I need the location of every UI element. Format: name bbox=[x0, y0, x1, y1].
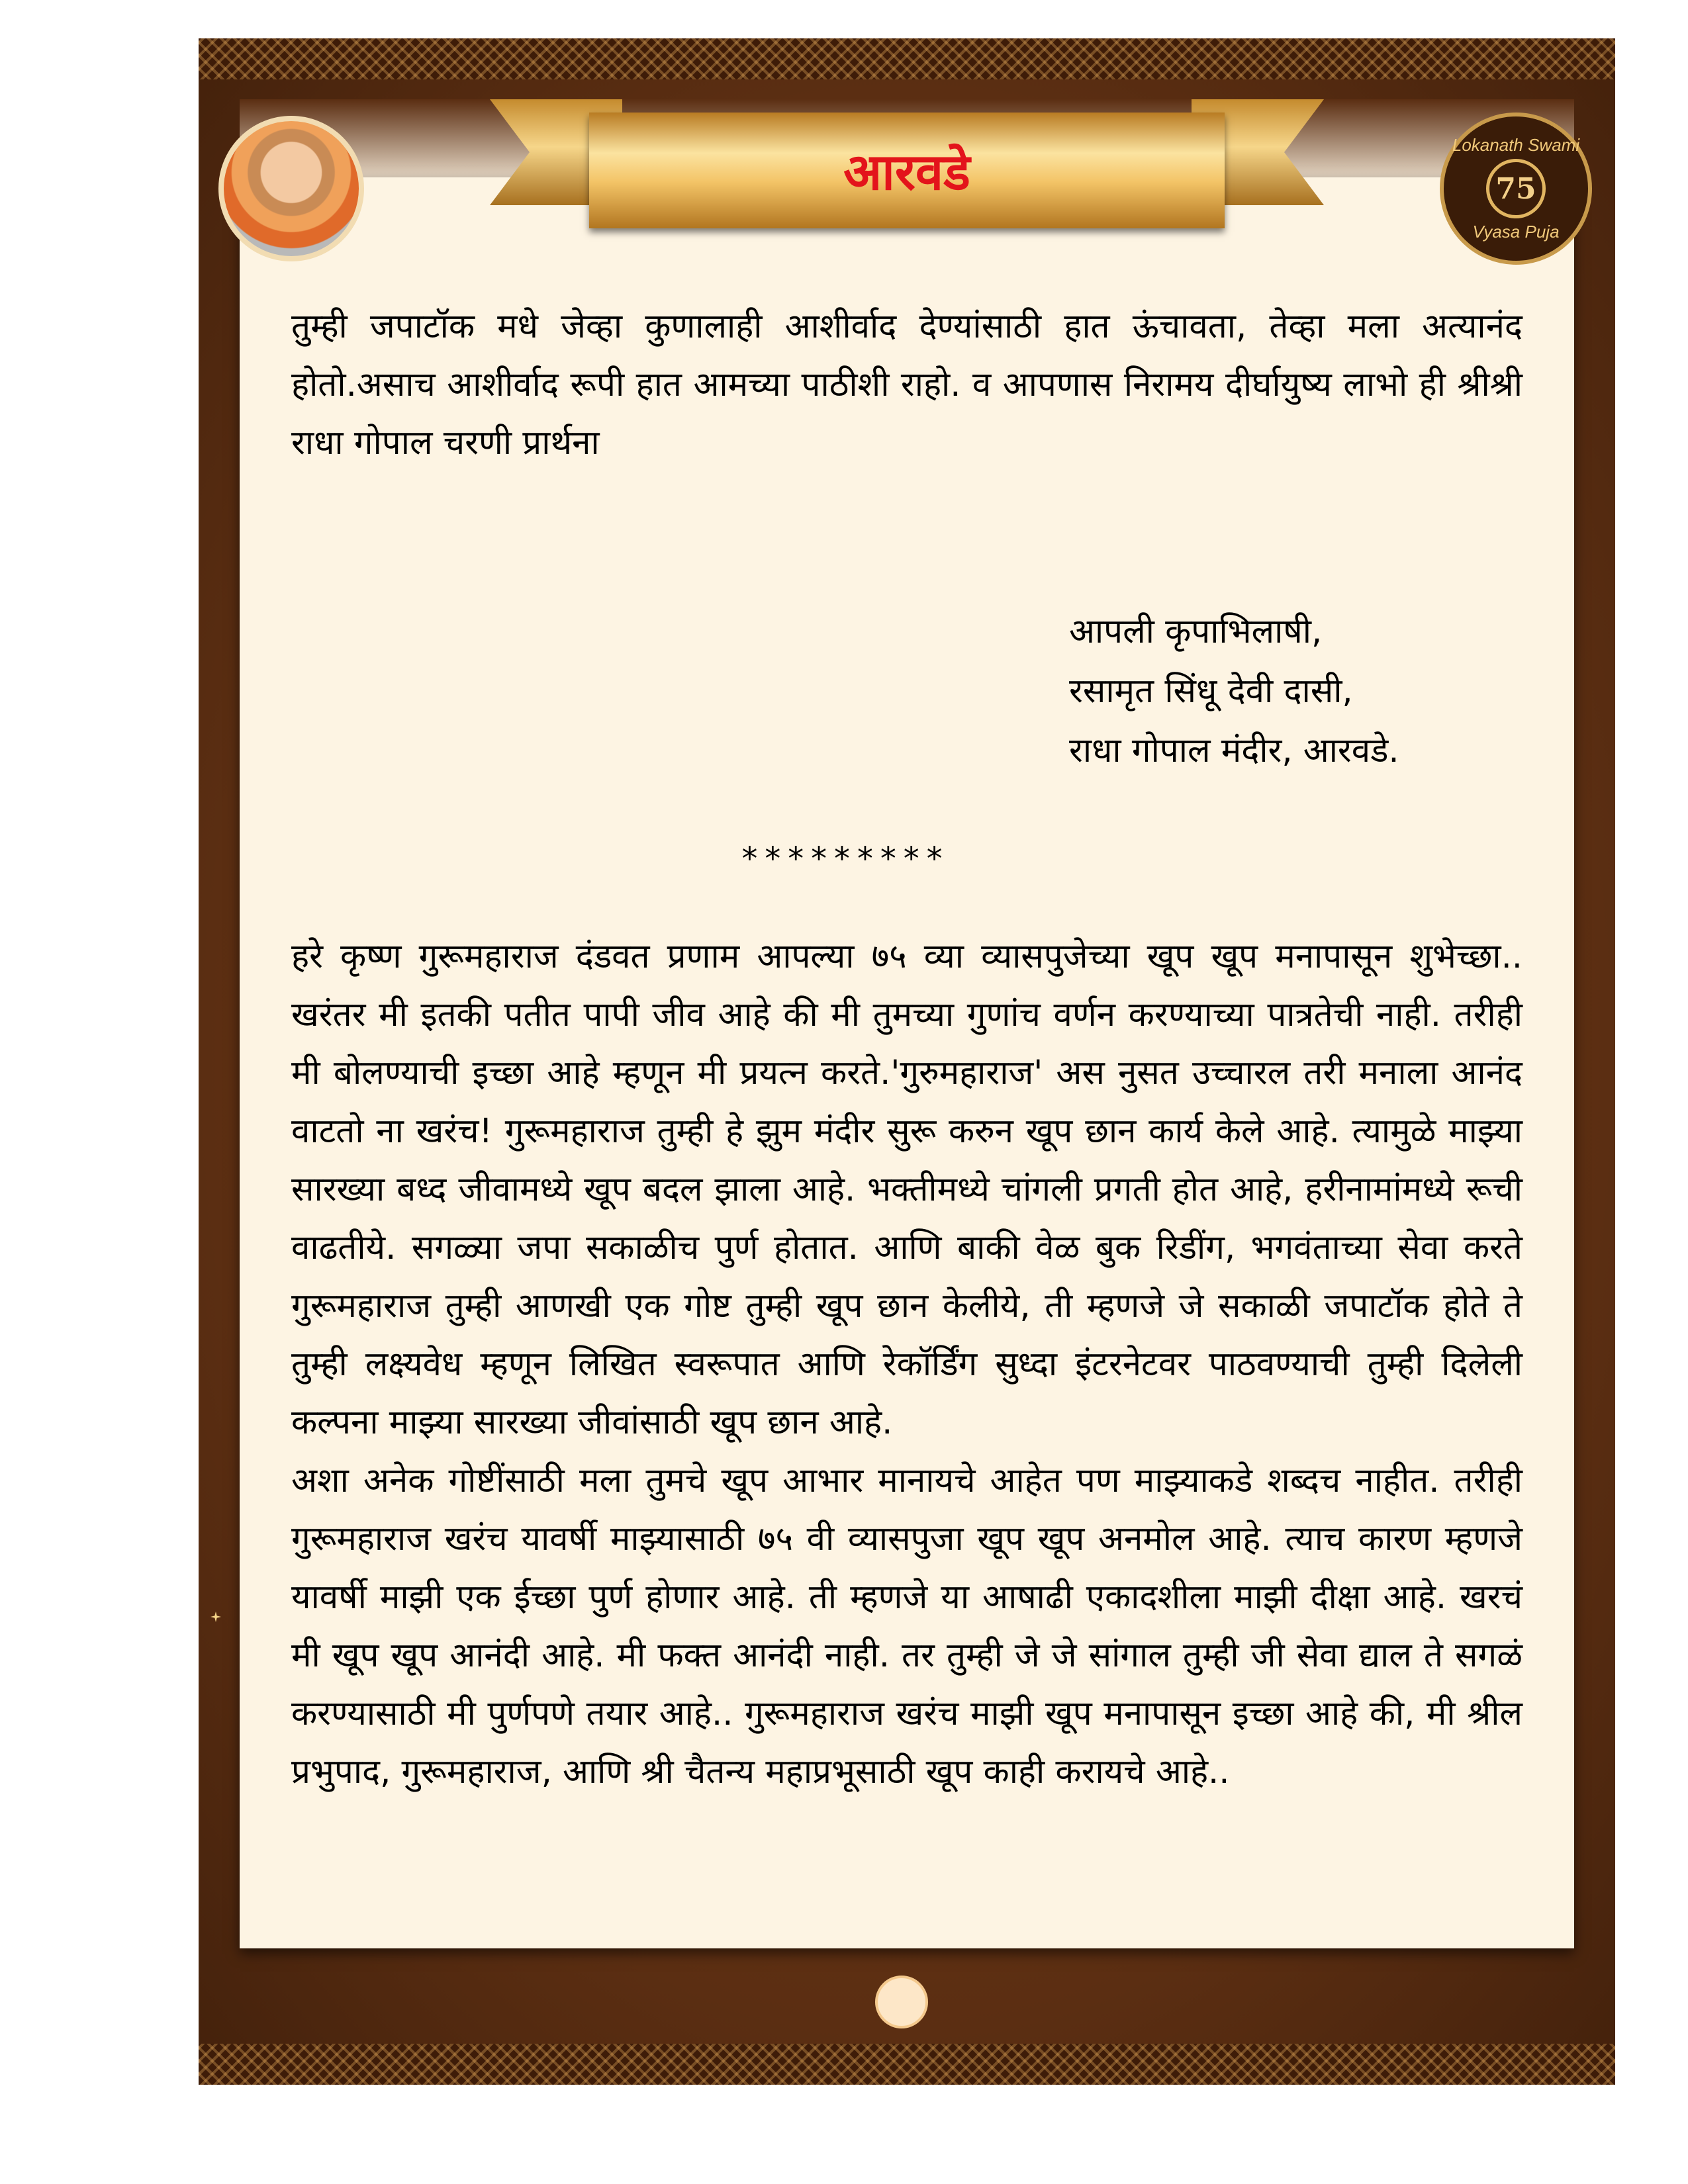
badge-bottom-text: Vyasa Puja bbox=[1472, 222, 1560, 242]
letter1-signature bbox=[1069, 602, 1399, 781]
signature-line-2: रसामृत सिंधू देवी दासी, bbox=[1069, 672, 1353, 711]
guru-portrait-photo bbox=[218, 116, 364, 261]
bottom-ornament bbox=[875, 1976, 928, 2028]
letter2-body bbox=[291, 928, 1523, 1801]
badge-number: 75 bbox=[1486, 159, 1546, 218]
section-divider: ********* bbox=[739, 841, 949, 878]
frame-border-bottom bbox=[199, 2044, 1615, 2085]
vyasa-puja-75-badge bbox=[1440, 113, 1592, 265]
signature-line-3: राधा गोपाल मंदीर, आरवडे. bbox=[1069, 731, 1399, 770]
frame-border-top bbox=[199, 38, 1615, 79]
badge-top-text: Lokanath Swami bbox=[1452, 135, 1580, 155]
letter2-paragraph-1: हरे कृष्ण गुरूमहाराज दंडवत प्रणाम आपल्या ७५ व्या व्यासपुजेच्या खूप खूप मनापासून शुभेच्छा.. खरंतर मी इतकी पतीत पापी जीव आहे की मी तुमच्या गुणांच वर्णन करण्याच्या पात्रतेची नाही. तरीही मी बोलण्याची इच्छा आहे म्हणून मी प्रयत्न करते.'गुरुमहाराज' अस नुसत उच्चारल तरी मनाला आनंद वाटतो ना खरंच! गुरूमहाराज तुम्ही हे झुम मंदीर सुरू करुन खूप छान कार्य केले आहे. त्यामुळे माझ्या सारख्या बध्द जीवामध्ये खूप बदल झाला आहे. भक्तीमध्ये चांगली प्रगती होत आहे, हरीनामांमध्ये रूची वाढतीये. सगळ्या जपा सकाळीच पुर्ण होतात. आणि बाकी वेळ बुक रिडींग, भगवंताच्या सेवा करते गुरूमहाराज तुम्ही आणखी एक गोष्ट तुम्ही खूप छान केलीये, ती म्हणजे जे सकाळी जपाटॉक होते ते तुम्ही लक्ष्यवेध म्हणून लिखित स्वरूपात आणि रेकॉर्डिंग सुध्दा इंटरनेटवर पाठवण्याची तुम्ही दिलेली कल्पना माझ्या सारख्या जीवांसाठी खूप छान आहे. bbox=[291, 937, 1523, 1442]
page-title: आरवडे bbox=[843, 142, 970, 201]
signature-line-1: आपली कृपाभिलाषी, bbox=[1069, 612, 1323, 651]
letter1-body: तुम्ही जपाटॉक मधे जेव्हा कुणालाही आशीर्वाद देण्यांसाठी हात ऊंचावता, तेव्हा मला अत्यानंद होतो.असाच आशीर्वाद रूपी हात आमच्या पाठीशी राहो. व आपणास निरामय दीर्घायुष्य लाभो ही श्रीश्री राधा गोपाल चरणी प्रार्थना bbox=[291, 307, 1523, 463]
letter2-paragraph-2: अशा अनेक गोष्टींसाठी मला तुमचे खूप आभार मानायचे आहेत पण माझ्याकडे शब्दच नाहीत. तरीही गुरूमहाराज खरंच यावर्षी माझ्यासाठी ७५ वी व्यासपुजा खूप खूप अनमोल आहे. त्याच कारण म्हणजे यावर्षी माझी एक ईच्छा पुर्ण होणार आहे. ती म्हणजे या आषाढी एकादशीला माझी दीक्षा आहे. खरचं मी खूप खूप आनंदी आहे. मी फक्त आनंदी नाही. तर तुम्ही जे जे सांगाल तुम्ही जी सेवा द्याल ते सगळं करण्यासाठी मी पुर्णपणे तयार आहे.. गुरूमहाराज खरंच माझी खूप मनापासून इच्छा आहे की, मी श्रील प्रभुपाद, गुरूमहाराज, आणि श्री चैतन्य महाप्रभूसाठी खूप काही करायचे आहे.. bbox=[291, 1461, 1523, 1792]
title-ribbon bbox=[589, 113, 1225, 228]
